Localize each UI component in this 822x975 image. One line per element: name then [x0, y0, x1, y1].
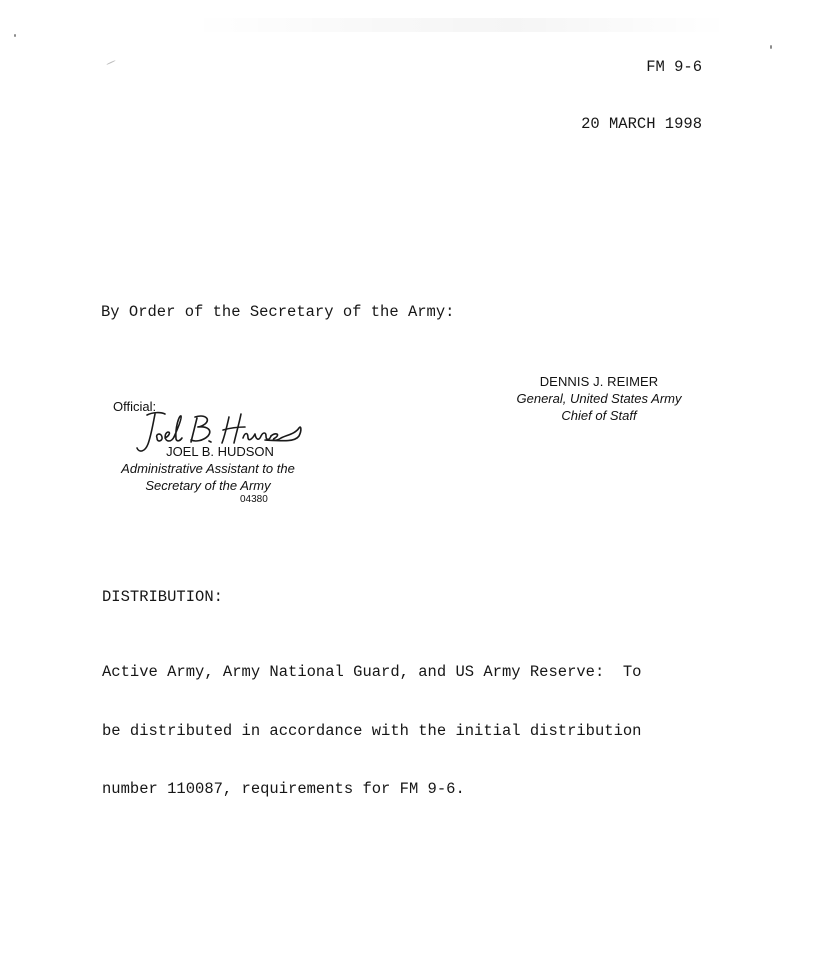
distribution-body: [102, 624, 642, 839]
order-line: By Order of the Secretary of the Army:: [101, 303, 455, 321]
scan-speck: [106, 60, 115, 65]
official-label: Official:: [113, 399, 157, 414]
official-block: [100, 443, 316, 494]
chief-name: DENNIS J. REIMER: [539, 374, 659, 389]
distribution-line: Active Army, Army National Guard, and US Army Reserve: To: [102, 663, 642, 681]
official-name: JOEL B. HUDSON: [166, 444, 274, 459]
scan-speck: [770, 45, 772, 49]
doc-id: FM 9-6: [646, 58, 702, 76]
chief-title-line1: General, United States Army: [516, 391, 682, 406]
doc-date: 20 MARCH 1998: [581, 115, 702, 133]
chief-of-staff-block: [500, 373, 698, 424]
scan-speck: [14, 34, 16, 37]
distribution-title: DISTRIBUTION:: [102, 588, 223, 606]
official-code: 04380: [240, 494, 268, 505]
official-title-line2: Secretary of the Army: [145, 478, 271, 493]
distribution-line: number 110087, requirements for FM 9-6.: [102, 780, 465, 798]
official-title-line1: Administrative Assistant to the: [121, 461, 295, 476]
chief-title-line2: Chief of Staff: [561, 408, 637, 423]
distribution-line: be distributed in accordance with the initial distribution: [102, 721, 642, 740]
document-header: [581, 20, 702, 172]
